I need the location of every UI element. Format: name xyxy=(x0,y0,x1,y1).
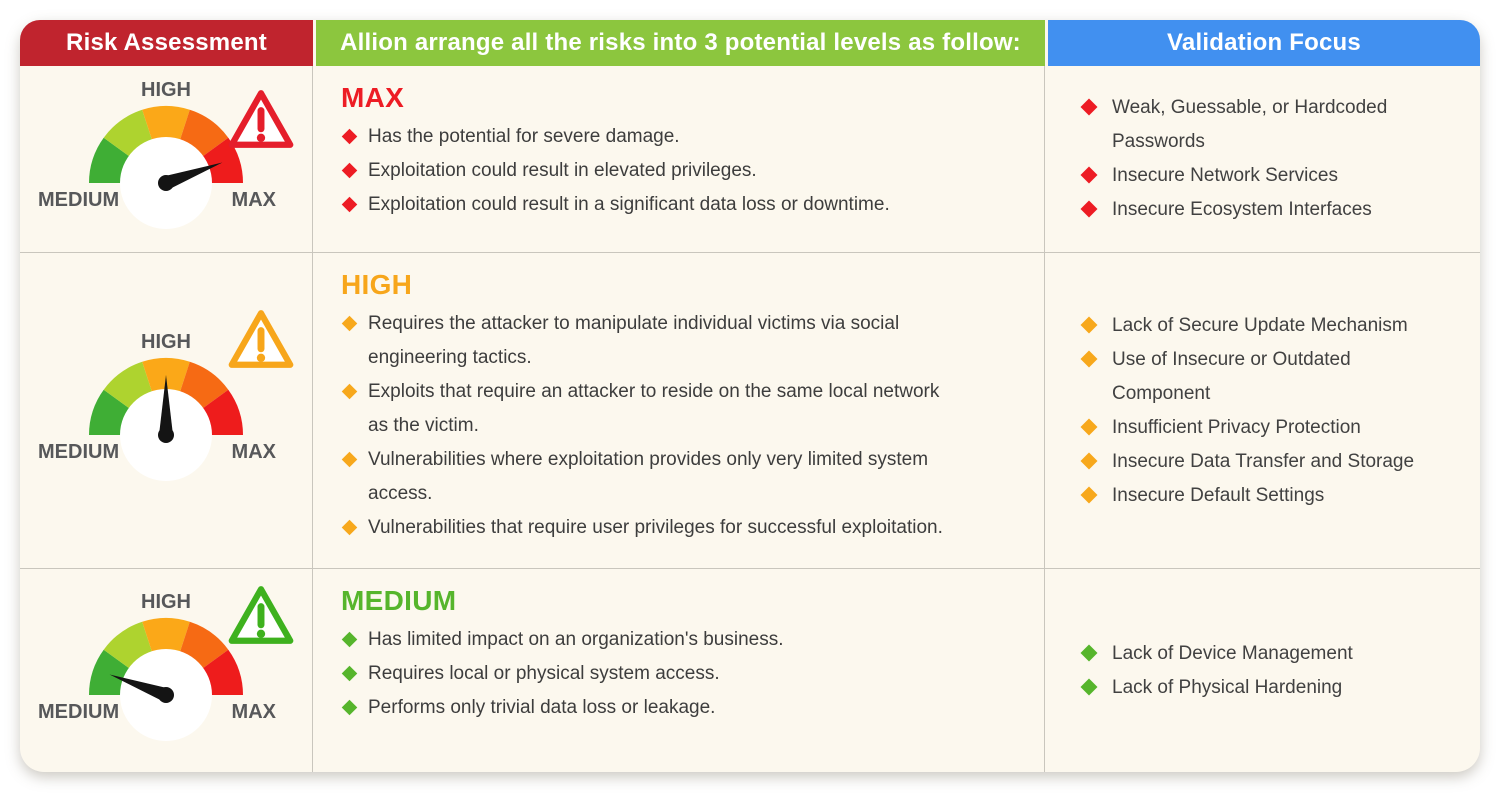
level-title: MAX xyxy=(341,82,405,113)
gauge-meter-icon xyxy=(86,617,246,745)
item-text: Exploitation could result in a significant data loss or downtime. xyxy=(368,194,890,215)
gauge-cell xyxy=(20,569,313,772)
focus-item xyxy=(1081,309,1426,343)
level-title: MEDIUM xyxy=(341,585,457,616)
gauge-widget xyxy=(30,79,302,235)
focus-item xyxy=(1081,479,1426,513)
diamond-bullet-icon xyxy=(342,384,358,400)
item-text: Lack of Secure Update Mechanism xyxy=(1112,314,1408,336)
validation-focus-cell xyxy=(1045,253,1480,568)
diamond-bullet-icon xyxy=(342,316,358,332)
focus-items-list xyxy=(1081,91,1426,227)
gauge-cell xyxy=(20,253,313,568)
validation-focus-cell xyxy=(1045,66,1480,252)
level-points-list xyxy=(341,623,946,725)
item-text: Performs only trivial data loss or leakage. xyxy=(368,697,716,718)
rows-container xyxy=(20,66,1480,772)
diamond-bullet-icon xyxy=(1081,167,1098,184)
gauge-label-medium: MEDIUM xyxy=(38,440,120,463)
diamond-bullet-icon xyxy=(1081,201,1098,218)
item-text: Has the potential for severe damage. xyxy=(368,126,680,147)
item-text: Requires local or physical system access. xyxy=(368,663,720,684)
risk-row-max xyxy=(20,66,1480,252)
gauge-label-max: MAX xyxy=(231,700,276,723)
gauge-label-max: MAX xyxy=(231,189,276,211)
item-text: Lack of Physical Hardening xyxy=(1112,676,1343,698)
diamond-bullet-icon xyxy=(1081,486,1098,503)
risk-point xyxy=(341,511,946,545)
item-text: Has limited impact on an organization's business. xyxy=(368,629,784,650)
item-text: Insecure Ecosystem Interfaces xyxy=(1112,199,1372,220)
diamond-bullet-icon xyxy=(1081,418,1098,435)
diamond-bullet-icon xyxy=(342,632,358,648)
level-points-list xyxy=(341,307,946,545)
item-text: Exploits that require an attacker to reside on the same local network as the victim. xyxy=(368,381,940,436)
focus-item xyxy=(1081,671,1353,705)
diamond-bullet-icon xyxy=(342,197,358,213)
risk-row-medium xyxy=(20,568,1480,772)
diamond-bullet-icon xyxy=(342,520,358,536)
diamond-bullet-icon xyxy=(1081,99,1098,116)
level-description-cell xyxy=(313,253,1045,568)
warning-triangle-icon xyxy=(226,307,296,371)
gauge-meter-icon xyxy=(86,105,246,233)
focus-item xyxy=(1081,193,1426,227)
gauge-meter-icon xyxy=(86,357,246,485)
diamond-bullet-icon xyxy=(1081,678,1098,695)
gauge-label-high: HIGH xyxy=(141,330,191,353)
gauge-cell xyxy=(20,66,313,252)
gauge-label-max: MAX xyxy=(231,440,276,463)
diamond-bullet-icon xyxy=(1081,644,1098,661)
risk-point xyxy=(341,623,946,657)
focus-item xyxy=(1081,159,1426,193)
focus-item xyxy=(1081,343,1426,411)
risk-point xyxy=(341,375,946,443)
focus-item xyxy=(1081,637,1353,671)
focus-item xyxy=(1081,91,1426,159)
item-text: Insecure Data Transfer and Storage xyxy=(1112,450,1415,472)
diamond-bullet-icon xyxy=(342,452,358,468)
gauge-widget xyxy=(30,590,302,747)
diamond-bullet-icon xyxy=(342,666,358,682)
item-text: Insecure Default Settings xyxy=(1112,484,1325,506)
header-risk-assessment: Risk Assessment xyxy=(20,20,313,66)
level-description-cell xyxy=(313,66,1045,252)
gauge-label-medium: MEDIUM xyxy=(38,700,120,723)
risk-point xyxy=(341,443,946,511)
header-bar xyxy=(20,20,1480,66)
diamond-bullet-icon xyxy=(342,163,358,179)
focus-item xyxy=(1081,445,1426,479)
item-text: Use of Insecure or Outdated Component xyxy=(1112,348,1351,404)
gauge-widget xyxy=(30,330,302,487)
level-title: HIGH xyxy=(341,269,413,300)
diamond-bullet-icon xyxy=(1081,350,1098,367)
gauge-label-high: HIGH xyxy=(141,590,191,613)
header-levels-description: Allion arrange all the risks into 3 potential levels as follow: xyxy=(316,20,1045,66)
item-text: Insecure Network Services xyxy=(1112,165,1338,186)
item-text: Lack of Device Management xyxy=(1112,642,1353,664)
risk-point xyxy=(341,307,946,375)
risk-row-high xyxy=(20,252,1480,568)
focus-items-list xyxy=(1081,637,1353,705)
diamond-bullet-icon xyxy=(342,700,358,716)
diamond-bullet-icon xyxy=(342,129,358,145)
risk-point xyxy=(341,120,946,154)
validation-focus-cell xyxy=(1045,569,1480,772)
warning-triangle-icon xyxy=(226,583,296,647)
item-text: Vulnerabilities that require user privileges for successful exploitation. xyxy=(368,517,943,538)
item-text: Requires the attacker to manipulate individual victims via social engineering tactics. xyxy=(368,313,900,368)
item-text: Vulnerabilities where exploitation provides only very limited system access. xyxy=(368,449,929,504)
risk-point xyxy=(341,657,946,691)
gauge-label-high: HIGH xyxy=(141,79,191,101)
item-text: Insufficient Privacy Protection xyxy=(1112,416,1361,438)
item-text: Exploitation could result in elevated privileges. xyxy=(368,160,757,181)
risk-point xyxy=(341,154,946,188)
focus-item xyxy=(1081,411,1426,445)
item-text: Weak, Guessable, or Hardcoded Passwords xyxy=(1112,97,1388,152)
level-points-list xyxy=(341,120,946,222)
focus-items-list xyxy=(1081,309,1426,513)
warning-triangle-icon xyxy=(226,87,296,151)
diamond-bullet-icon xyxy=(1081,316,1098,333)
level-description-cell xyxy=(313,569,1045,772)
header-validation-focus: Validation Focus xyxy=(1048,20,1480,66)
gauge-label-medium: MEDIUM xyxy=(38,189,120,211)
risk-assessment-card xyxy=(20,20,1480,772)
risk-point xyxy=(341,691,946,725)
diamond-bullet-icon xyxy=(1081,452,1098,469)
risk-point xyxy=(341,188,946,222)
